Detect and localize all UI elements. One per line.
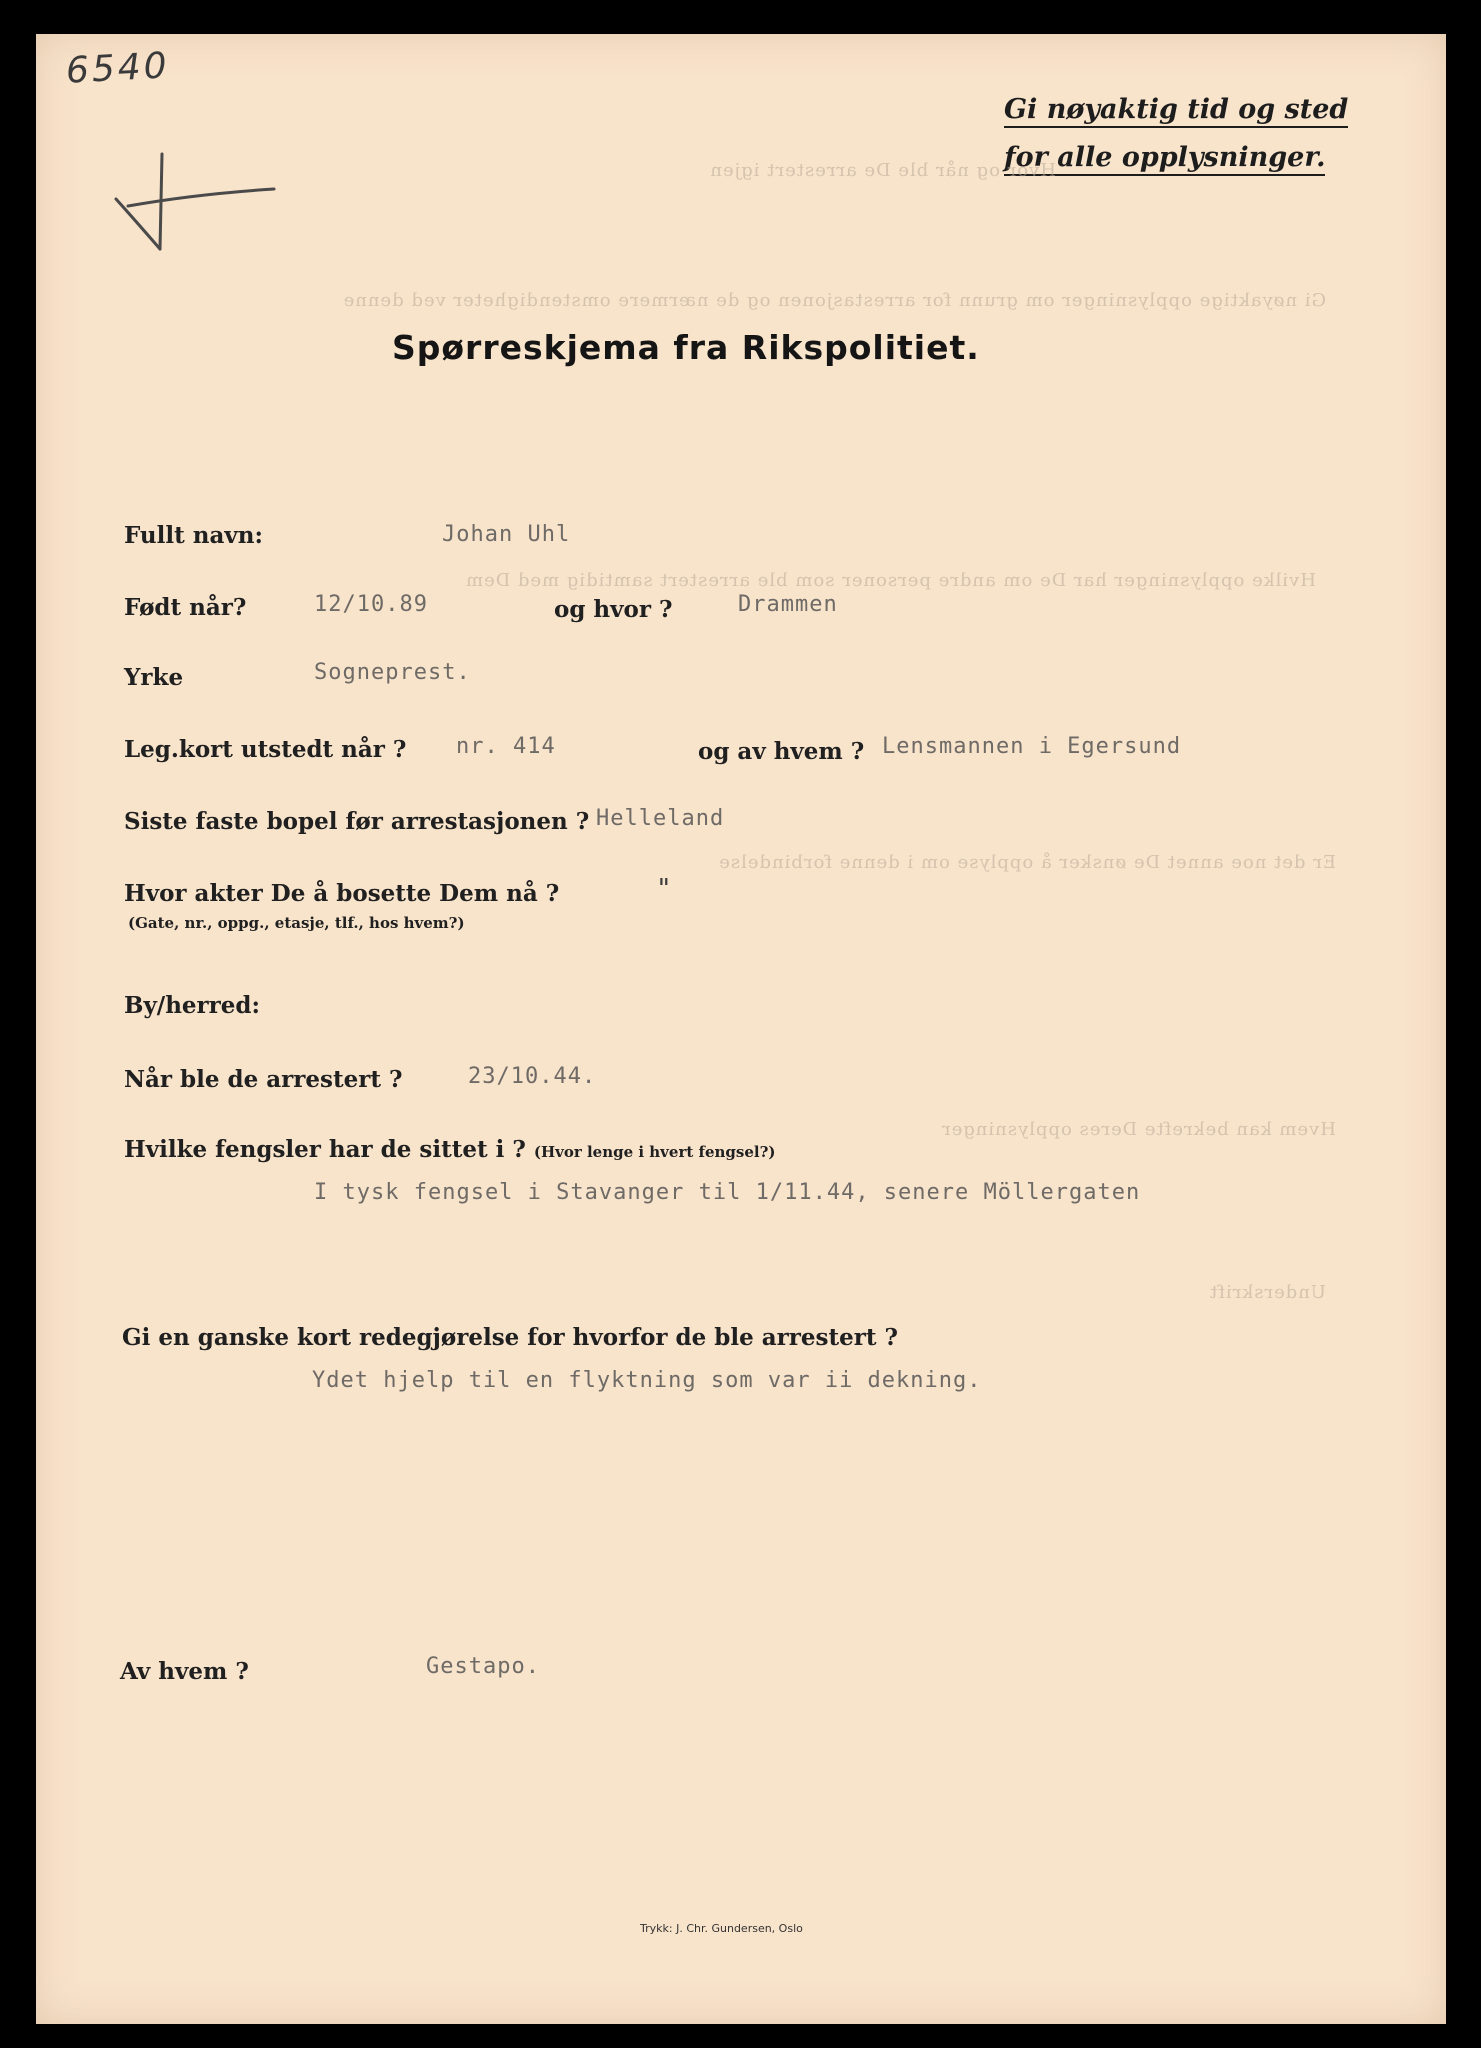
bleed-through-text: Hvem kan bekrefte Deres opplysninger bbox=[941, 1119, 1336, 1140]
printer-imprint: Trykk: J. Chr. Gundersen, Oslo bbox=[640, 1922, 803, 1935]
label-yrke: Yrke bbox=[124, 664, 184, 691]
label-bosette: Hvor akter De å bosette Dem nå ? bbox=[124, 880, 560, 907]
bleed-through-text: Gi nøyaktige opplysninger om grunn for arrestasjonen og de nærmere omstendigheter ved denne bbox=[342, 290, 1326, 311]
form-sheet bbox=[36, 34, 1446, 2024]
label-av-hvem: Av hvem ? bbox=[120, 1658, 249, 1685]
label-legkort-nar: Leg.kort utstedt når ? bbox=[124, 736, 407, 763]
label-legkort-hvem: og av hvem ? bbox=[698, 738, 865, 765]
sublabel-bosette: (Gate, nr., oppg., etasje, tlf., hos hvem?) bbox=[128, 914, 465, 932]
notice-line-2: for alle opplysninger. bbox=[1004, 142, 1325, 173]
sublabel-fengsler: (Hvor lenge i hvert fengsel?) bbox=[533, 1143, 776, 1161]
bleed-through-text: Underskrift bbox=[1209, 1282, 1326, 1303]
label-hvorfor: Gi en ganske kort redegjørelse for hvorfor de ble arrestert ? bbox=[122, 1324, 898, 1351]
value-hvorfor: Ydet hjelp til en flyktning som var ii dekning. bbox=[312, 1368, 982, 1393]
label-by-herred: By/herred: bbox=[124, 992, 261, 1019]
label-fodt-hvor: og hvor ? bbox=[554, 596, 673, 623]
value-bosette-ditto: " bbox=[656, 874, 673, 904]
handwritten-check-mark-icon bbox=[106, 149, 286, 259]
bleed-through-text: Hvilke opplysninger har De om andre personer som ble arrestert samtidig med Dem bbox=[465, 570, 1316, 591]
value-yrke: Sogneprest. bbox=[314, 660, 471, 685]
bleed-through-text: Er det noe annet De ønsker å opplyse om i denne forbindelse bbox=[718, 852, 1336, 873]
value-fengsler: I tysk fengsel i Stavanger til 1/11.44, senere Möllergaten bbox=[314, 1180, 1141, 1205]
value-legkort-hvem: Lensmannen i Egersund bbox=[882, 734, 1182, 759]
label-fodt-nar: Født når? bbox=[124, 594, 247, 621]
value-siste-bopel: Helleland bbox=[596, 806, 725, 831]
value-fodt-hvor: Drammen bbox=[738, 592, 838, 617]
form-title: Spørreskjema fra Rikspolitiet. bbox=[392, 328, 980, 367]
value-fodt-nar: 12/10.89 bbox=[314, 592, 428, 617]
label-fullt-navn: Fullt navn: bbox=[124, 522, 263, 549]
label-fengsler bbox=[124, 1136, 775, 1163]
notice-line-1: Gi nøyaktig tid og sted bbox=[1004, 94, 1348, 125]
handwritten-number: 6540 bbox=[64, 45, 171, 92]
bleed-through-text: Hvor og når ble De arrestert igjen bbox=[709, 160, 1056, 181]
value-legkort-nar: nr. 414 bbox=[456, 734, 556, 759]
label-fengsler-text: Hvilke fengsler har de sittet i ? bbox=[124, 1136, 526, 1163]
label-siste-bopel: Siste faste bopel før arrestasjonen ? bbox=[124, 808, 590, 835]
value-arrestert-nar: 23/10.44. bbox=[468, 1064, 597, 1089]
label-arrestert-nar: Når ble de arrestert ? bbox=[124, 1066, 403, 1093]
value-av-hvem: Gestapo. bbox=[426, 1654, 540, 1679]
value-fullt-navn: Johan Uhl bbox=[442, 522, 571, 547]
